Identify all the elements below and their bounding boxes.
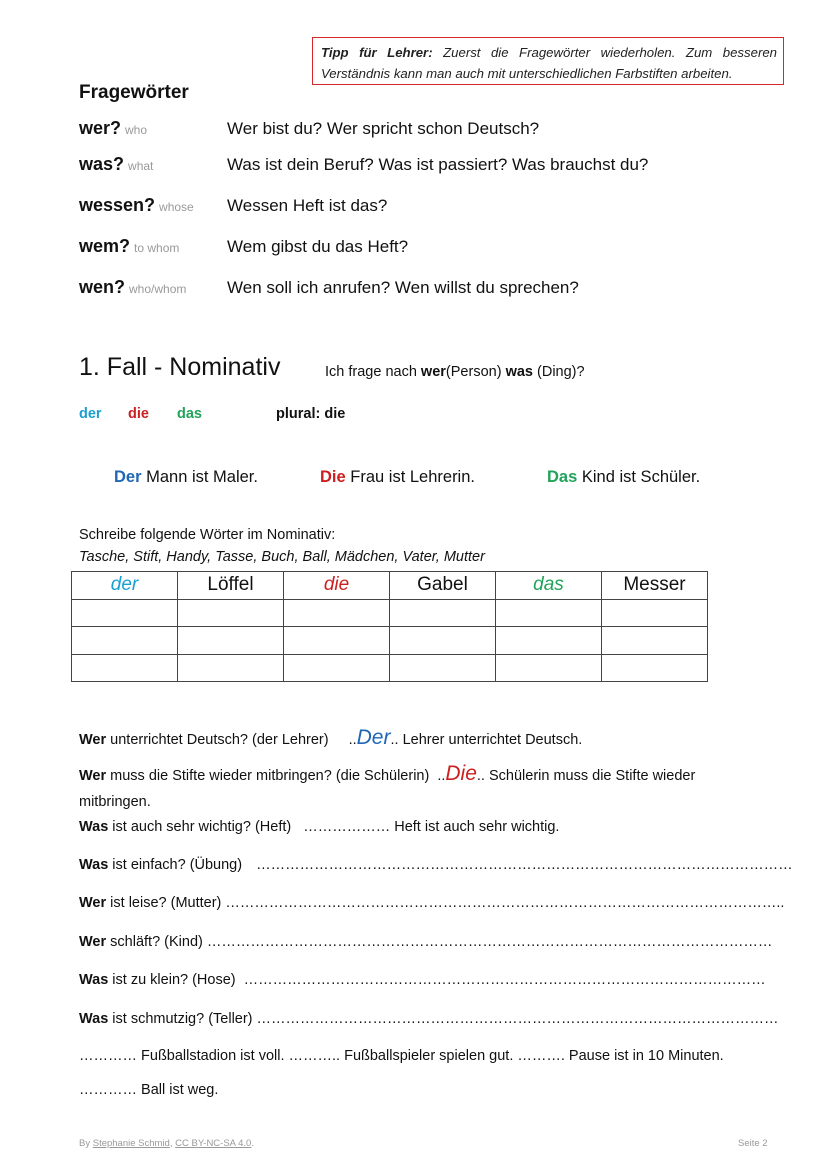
table-row — [72, 599, 708, 627]
exercise-sentence-1: Wer unterrichtet Deutsch? (der Lehrer) ..Der.. Lehrer unterrichtet Deutsch. — [79, 726, 583, 749]
question-examples-wem: Wem gibst du das Heft? — [227, 237, 409, 256]
article-das: das — [177, 406, 202, 422]
article-die: die — [128, 406, 149, 422]
exercise-sentence-2: Wer muss die Stifte wieder mitbringen? (die Schülerin) ..Die.. Schülerin muss die Stifte wieder — [79, 762, 696, 785]
word-list: Tasche, Stift, Handy, Tasse, Buch, Ball, Mädchen, Vater, Mutter — [79, 549, 485, 565]
table-cell[interactable] — [178, 599, 284, 627]
table-cell[interactable] — [72, 599, 178, 627]
question-word-wessen: wessen? whose — [79, 195, 194, 215]
article-der: der — [79, 406, 102, 422]
table-header-cell: die — [284, 572, 390, 600]
table-cell[interactable] — [178, 654, 284, 682]
table-header-cell: Messer — [602, 572, 708, 600]
table-header-cell: Löffel — [178, 572, 284, 600]
question-examples-wessen: Wessen Heft ist das? — [227, 196, 388, 215]
exercise-sentence-9: ………… Fußballstadion ist voll. ……….. Fußballspieler spielen gut. ………. Pause ist in 10 Minuten. — [79, 1048, 724, 1064]
nominativ-subtitle: Ich frage nach wer(Person) was (Ding)? — [325, 364, 585, 380]
table-cell[interactable] — [390, 654, 496, 682]
nominativ-heading: 1. Fall - Nominativ — [79, 353, 281, 381]
exercise-sentence-4: Was ist einfach? (Übung) ………………………………………………………………………………………………… — [79, 857, 793, 873]
table-header-row — [72, 572, 708, 600]
question-word-wer: wer? who — [79, 118, 148, 138]
example-der: Der Mann ist Maler. — [114, 468, 258, 486]
license-link[interactable]: CC BY-NC-SA 4.0 — [175, 1138, 252, 1149]
table-cell[interactable] — [284, 654, 390, 682]
table-row — [72, 654, 708, 682]
exercise-sentence-6: Wer schläft? (Kind) ……………………………………………………………………………………………………… — [79, 934, 773, 950]
example-die: Die Frau ist Lehrerin. — [320, 468, 475, 486]
question-examples-was: Was ist dein Beruf? Was ist passiert? Was brauchst du? — [227, 155, 649, 174]
nominativ-table — [71, 571, 708, 682]
question-word-was: was? what — [79, 154, 154, 174]
table-cell[interactable] — [496, 599, 602, 627]
table-cell[interactable] — [284, 599, 390, 627]
article-plural: plural: die — [276, 406, 346, 422]
example-das: Das Kind ist Schüler. — [547, 468, 701, 486]
exercise-sentence-2-cont: mitbringen. — [79, 794, 151, 810]
table-cell[interactable] — [390, 627, 496, 655]
table-cell[interactable] — [390, 599, 496, 627]
exercise-instruction: Schreibe folgende Wörter im Nominativ: — [79, 527, 336, 543]
table-cell[interactable] — [284, 627, 390, 655]
teacher-tip-box — [312, 37, 784, 85]
footer-credit: By Stephanie Schmid, CC BY-NC-SA 4.0. — [79, 1138, 254, 1149]
table-cell[interactable] — [602, 654, 708, 682]
tip-text: Zuerst die Fragewörter wiederholen. Zum besseren Verständnis kann man auch mit unterschiedlichen Farbstiften arbeiten. — [321, 45, 777, 81]
table-cell[interactable] — [496, 654, 602, 682]
author-link[interactable]: Stephanie Schmid — [92, 1138, 170, 1149]
table-header-cell: Gabel — [390, 572, 496, 600]
table-cell[interactable] — [602, 627, 708, 655]
table-cell[interactable] — [72, 654, 178, 682]
fragewoerter-heading: Fragewörter — [79, 82, 189, 103]
exercise-sentence-3: Was ist auch sehr wichtig? (Heft) ……………… Heft ist auch sehr wichtig. — [79, 819, 560, 835]
table-header-cell: der — [72, 572, 178, 600]
question-word-wen: wen? who/whom — [79, 277, 187, 297]
table-cell[interactable] — [178, 627, 284, 655]
table-row — [72, 627, 708, 655]
exercise-sentence-5: Wer ist leise? (Mutter) …………………………………………………………………………………………………….. — [79, 895, 785, 911]
tip-label: Tipp für Lehrer: — [321, 45, 433, 60]
question-examples-wer: Wer bist du? Wer spricht schon Deutsch? — [227, 119, 540, 138]
table-header-cell: das — [496, 572, 602, 600]
answer-die: Die — [445, 762, 477, 785]
page-number: Seite 2 — [738, 1138, 768, 1149]
question-examples-wen: Wen soll ich anrufen? Wen willst du sprechen? — [227, 278, 579, 297]
question-word-wem: wem? to whom — [79, 236, 180, 256]
exercise-sentence-8: Was ist schmutzig? (Teller) ……………………………………………………………………………………………… — [79, 1011, 779, 1027]
table-cell[interactable] — [496, 627, 602, 655]
exercise-sentence-7: Was ist zu klein? (Hose) ……………………………………………………………………………………………… — [79, 972, 766, 988]
exercise-sentence-10: ………… Ball ist weg. — [79, 1082, 219, 1098]
table-cell[interactable] — [72, 627, 178, 655]
table-cell[interactable] — [602, 599, 708, 627]
answer-der: Der — [356, 726, 391, 749]
